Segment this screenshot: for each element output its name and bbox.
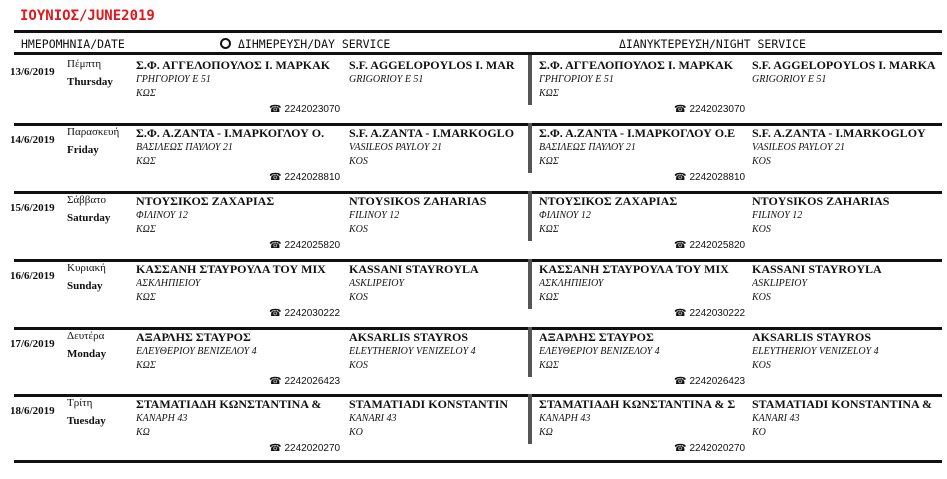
day-pharmacy-english [349, 396, 524, 440]
row-date: 15/6/2019 [10, 202, 55, 214]
pharmacy-name: ΑΞΑΡΛΗΣ ΣΤΑΥΡΟΣ [539, 330, 654, 344]
day-pharmacy-greek [136, 57, 348, 101]
pharmacy-name: AKSARLIS STAYROS [349, 330, 469, 344]
row-date: 18/6/2019 [10, 405, 55, 417]
night-pharmacy-english [752, 193, 942, 237]
phone-icon: ☎ [269, 172, 282, 183]
pharmacy-address: ASKLIPEIOY [752, 278, 807, 289]
pharmacy-city: ΚΩΣ [136, 224, 156, 235]
night-phone [674, 240, 745, 251]
pharmacy-address: VASILEOS PAYLOY 21 [349, 142, 442, 153]
day-pharmacy-english [349, 193, 524, 237]
header-day-service: ΔΙΗΜΕΡΕΥΣΗ/DAY SERVICE [238, 37, 391, 51]
phone-icon: ☎ [269, 443, 282, 454]
row-date: 16/6/2019 [10, 270, 55, 282]
pharmacy-name: S.F. A.ZANTA - I.MARKOGLO [349, 126, 515, 140]
table-header [14, 30, 942, 55]
phone-icon: ☎ [674, 308, 687, 319]
night-pharmacy-english [752, 57, 942, 101]
pharmacy-name: NTOYSIKOS ZAHARIAS [752, 194, 890, 208]
pharmacy-city: ΚΩ [136, 427, 150, 438]
pharmacy-name: S.F. A.ZANTA - I.MARKOGLOY [752, 126, 926, 140]
day-pharmacy-greek [136, 193, 348, 237]
pharmacy-address: ELEYTHERIOY VENIZELOY 4 [752, 346, 879, 357]
phone-number: 2242023070 [689, 104, 746, 115]
pharmacy-city: ΚΩΣ [539, 224, 559, 235]
row-date: 14/6/2019 [10, 134, 55, 146]
pharmacy-city: KOS [752, 156, 771, 167]
pharmacy-name: Σ.Φ. ΑΓΓΕΛΟΠΟΥΛΟΣ Ι. ΜΑΡΚΑΚ [136, 58, 331, 72]
day-pharmacy-greek [136, 329, 348, 373]
phone-icon: ☎ [269, 104, 282, 115]
pharmacy-name: ΚΑΣΣΑΝΗ ΣΤΑΥΡΟΥΛΑ ΤΟΥ ΜΙΧ [136, 262, 326, 276]
pharmacy-address: FILINOY 12 [349, 210, 400, 221]
row-weekday-greek: Πέμπτη [67, 58, 102, 70]
day-phone [269, 308, 340, 319]
pharmacy-address: ΓΡΗΓΟΡΙΟΥ Ε 51 [539, 74, 614, 85]
pharmacy-address: ΑΣΚΛΗΠΙΕΙΟΥ [539, 278, 604, 289]
table-row [10, 394, 942, 462]
night-phone [674, 376, 745, 387]
pharmacy-name: ΝΤΟΥΣΙΚΟΣ ΖΑΧΑΡΙΑΣ [136, 194, 275, 208]
night-phone [674, 308, 745, 319]
table-row [10, 259, 942, 327]
pharmacy-address: ΒΑΣΙΛΕΩΣ ΠΑΥΛΟΥ 21 [136, 142, 233, 153]
row-weekday-english: Saturday [67, 212, 111, 224]
row-weekday-greek: Παρασκευή [67, 126, 120, 138]
pharmacy-city: ΚΩΣ [539, 292, 559, 303]
day-phone [269, 104, 340, 115]
pharmacy-name: Σ.Φ. Α.ΖΑΝΤΑ - Ι.ΜΑΡΚΟΓΛΟΥ Ο. [136, 126, 325, 140]
pharmacy-city: ΚΩΣ [539, 360, 559, 371]
pharmacy-name: ΣΤΑΜΑΤΙΑΔΗ ΚΩΝΣΤΑΝΤΙΝΑ & Σ [539, 397, 736, 411]
pharmacy-name: S.F. AGGELOPOYLOS I. MAR [349, 58, 515, 72]
day-phone [269, 172, 340, 183]
day-pharmacy-english [349, 261, 524, 305]
night-pharmacy-greek [539, 329, 751, 373]
pharmacy-city [752, 87, 942, 101]
night-pharmacy-english [752, 396, 942, 440]
header-night-service: ΔΙΑΝΥΚΤΕΡΕΥΣΗ/NIGHT SERVICE [619, 37, 806, 51]
night-pharmacy-greek [539, 57, 751, 101]
bottom-divider [14, 460, 942, 463]
day-pharmacy-english [349, 125, 524, 169]
row-weekday-greek: Σάββατο [67, 194, 107, 206]
column-separator [528, 191, 532, 241]
pharmacy-address: FILINOY 12 [752, 210, 803, 221]
night-pharmacy-english [752, 125, 942, 169]
table-row [10, 191, 942, 259]
day-pharmacy-english [349, 329, 524, 373]
column-separator [528, 55, 532, 105]
row-date: 17/6/2019 [10, 338, 55, 350]
pharmacy-name: Σ.Φ. ΑΓΓΕΛΟΠΟΥΛΟΣ Ι. ΜΑΡΚΑΚ [539, 58, 734, 72]
night-phone [674, 104, 745, 115]
phone-number: 2242028810 [689, 172, 746, 183]
pharmacy-name: KASSANI STAYROYLA [349, 262, 479, 276]
pharmacy-city: ΚΩΣ [136, 88, 156, 99]
pharmacy-name: KASSANI STAYROYLA [752, 262, 882, 276]
pharmacy-address: ΓΡΗΓΟΡΙΟΥ Ε 51 [136, 74, 211, 85]
pharmacy-name: ΑΞΑΡΛΗΣ ΣΤΑΥΡΟΣ [136, 330, 251, 344]
phone-icon: ☎ [674, 240, 687, 251]
pharmacy-address: GRIGORIOY E 51 [752, 74, 827, 85]
pharmacy-city: KOS [349, 360, 368, 371]
pharmacy-address: ΕΛΕΥΘΕΡΙΟΥ ΒΕΝΙΖΕΛΟΥ 4 [136, 346, 257, 357]
column-separator [528, 123, 532, 173]
phone-icon: ☎ [269, 308, 282, 319]
phone-icon: ☎ [269, 240, 282, 251]
night-pharmacy-greek [539, 193, 751, 237]
pharmacy-address: ΒΑΣΙΛΕΩΣ ΠΑΥΛΟΥ 21 [539, 142, 636, 153]
phone-icon: ☎ [674, 104, 687, 115]
pharmacy-address: ΚΑΝΑΡΗ 43 [136, 413, 188, 424]
column-separator [528, 259, 532, 309]
pharmacy-city [349, 87, 524, 101]
pharmacy-name: ΝΤΟΥΣΙΚΟΣ ΖΑΧΑΡΙΑΣ [539, 194, 678, 208]
phone-number: 2242025820 [689, 240, 746, 251]
row-weekday-english: Monday [67, 348, 107, 360]
phone-icon: ☎ [674, 172, 687, 183]
phone-number: 2242025820 [284, 240, 341, 251]
pharmacy-address: ELEYTHERIOY VENIZELOY 4 [349, 346, 476, 357]
day-pharmacy-greek [136, 125, 348, 169]
night-pharmacy-greek [539, 125, 751, 169]
pharmacy-address: ΚΑΝΑΡΗ 43 [539, 413, 591, 424]
pharmacy-name: ΣΤΑΜΑΤΙΑΔΗ ΚΩΝΣΤΑΝΤΙΝΑ & [136, 397, 322, 411]
pharmacy-city: KOS [349, 224, 368, 235]
phone-number: 2242026423 [284, 376, 341, 387]
pharmacy-address: ΦΙΛΙΝΟΥ 12 [136, 210, 188, 221]
night-phone [674, 443, 745, 454]
pharmacy-name: STAMATIADI KONSTANTIN [349, 397, 509, 411]
pharmacy-address: GRIGORIOY E 51 [349, 74, 424, 85]
day-phone [269, 240, 340, 251]
page-title: ΙΟΥΝΙΟΣ/JUNE2019 [20, 8, 155, 24]
phone-number: 2242020270 [284, 443, 341, 454]
night-phone [674, 172, 745, 183]
row-weekday-english: Thursday [67, 76, 113, 88]
pharmacy-city: ΚΩΣ [539, 156, 559, 167]
pharmacy-city: ΚΩΣ [539, 88, 559, 99]
day-pharmacy-english [349, 57, 524, 101]
day-phone [269, 376, 340, 387]
pharmacy-city: KOS [752, 292, 771, 303]
row-weekday-greek: Κυριακή [67, 262, 106, 274]
pharmacy-address: ASKLIPEIOY [349, 278, 404, 289]
table-row [10, 327, 942, 395]
column-separator [528, 394, 532, 444]
phone-number: 2242030222 [284, 308, 341, 319]
phone-icon: ☎ [674, 376, 687, 387]
pharmacy-address: ΕΛΕΥΘΕΡΙΟΥ ΒΕΝΙΖΕΛΟΥ 4 [539, 346, 660, 357]
day-pharmacy-greek [136, 396, 348, 440]
pharmacy-name: STAMATIADI KONSTANTINA & [752, 397, 933, 411]
day-pharmacy-greek [136, 261, 348, 305]
phone-number: 2242023070 [284, 104, 341, 115]
column-separator [528, 327, 532, 377]
night-pharmacy-greek [539, 261, 751, 305]
pharmacy-city: ΚΩΣ [136, 156, 156, 167]
pharmacy-name: Σ.Φ. Α.ΖΑΝΤΑ - Ι.ΜΑΡΚΟΓΛΟΥ Ο.Ε [539, 126, 736, 140]
phone-number: 2242026423 [689, 376, 746, 387]
night-pharmacy-greek [539, 396, 751, 440]
pharmacy-city: KO [349, 427, 363, 438]
pharmacy-address: KANARI 43 [349, 413, 397, 424]
phone-number: 2242030222 [689, 308, 746, 319]
row-weekday-english: Friday [67, 144, 99, 156]
pharmacy-address: ΦΙΛΙΝΟΥ 12 [539, 210, 591, 221]
phone-number: 2242028810 [284, 172, 341, 183]
pharmacy-name: ΚΑΣΣΑΝΗ ΣΤΑΥΡΟΥΛΑ ΤΟΥ ΜΙΧ [539, 262, 729, 276]
pharmacy-name: S.F. AGGELOPOYLOS I. MARKA [752, 58, 936, 72]
pharmacy-address: VASILEOS PAYLOY 21 [752, 142, 845, 153]
pharmacy-address: KANARI 43 [752, 413, 800, 424]
night-pharmacy-english [752, 261, 942, 305]
pharmacy-city: KOS [752, 360, 771, 371]
phone-icon: ☎ [674, 443, 687, 454]
pharmacy-city: KO [752, 427, 766, 438]
circle-icon [220, 38, 231, 49]
row-weekday-greek: Τρίτη [67, 397, 93, 409]
row-weekday-greek: Δευτέρα [67, 330, 105, 342]
pharmacy-city: ΚΩ [539, 427, 553, 438]
table-row [10, 123, 942, 191]
pharmacy-address: ΑΣΚΛΗΠΙΕΙΟΥ [136, 278, 201, 289]
day-phone [269, 443, 340, 454]
row-weekday-english: Tuesday [67, 415, 106, 427]
pharmacy-city: ΚΩΣ [136, 292, 156, 303]
phone-number: 2242020270 [689, 443, 746, 454]
night-pharmacy-english [752, 329, 942, 373]
header-date-label: ΗΜΕΡΟΜΗΝΙΑ/DATE [21, 37, 125, 51]
pharmacy-city: KOS [752, 224, 771, 235]
phone-icon: ☎ [269, 376, 282, 387]
pharmacy-name: AKSARLIS STAYROS [752, 330, 872, 344]
row-date: 13/6/2019 [10, 66, 55, 78]
pharmacy-name: NTOYSIKOS ZAHARIAS [349, 194, 487, 208]
pharmacy-city: KOS [349, 292, 368, 303]
row-weekday-english: Sunday [67, 280, 103, 292]
pharmacy-city: KOS [349, 156, 368, 167]
pharmacy-city: ΚΩΣ [136, 360, 156, 371]
table-row [10, 55, 942, 123]
